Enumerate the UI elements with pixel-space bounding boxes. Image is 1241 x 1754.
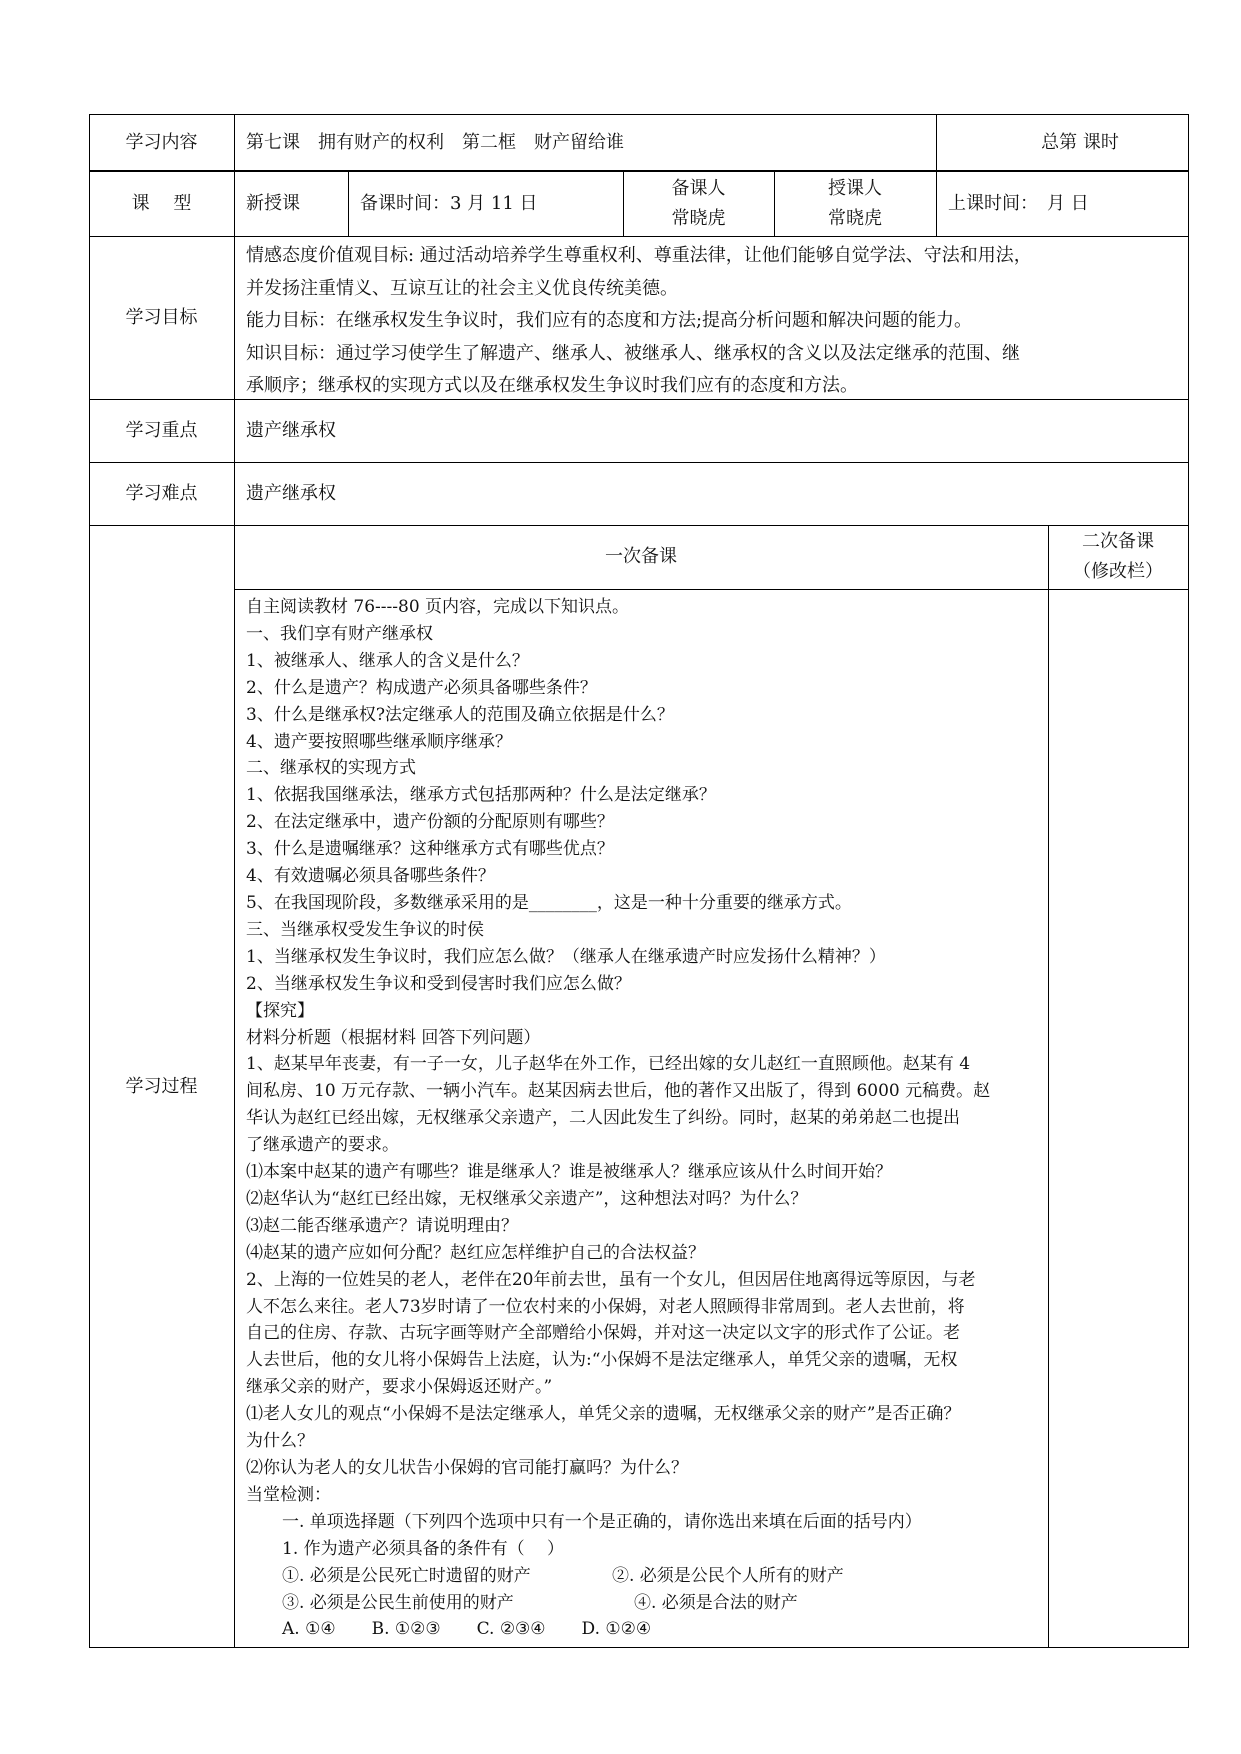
- goals-label: 学习目标: [125, 307, 198, 328]
- process-line: 5、在我国现阶段，多数继承采用的是________，这是一种十分重要的继承方式。: [246, 892, 852, 913]
- row-divider: [89, 236, 1189, 237]
- content-label: 学习内容: [125, 132, 198, 153]
- process-label: 学习过程: [125, 1076, 198, 1097]
- process-line: 自己的住房、存款、古玩字画等财产全部赠给小保姆，并对这一决定以文字的形式作了公证。老: [246, 1323, 960, 1344]
- process-line: ⑴本案中赵某的遗产有哪些？谁是继承人？谁是被继承人？继承应该从什么时间开始？: [246, 1162, 892, 1183]
- process-line: 2、上海的一位姓吴的老人，老伴在20年前去世，虽有一个女儿，但因居住地离得远等原因，与老: [246, 1269, 976, 1290]
- process-line: 1、当继承权发生争议时，我们应怎么做？（继承人在继承遗产时应发扬什么精神？）: [246, 946, 886, 967]
- process-line: 华认为赵红已经出嫁，无权继承父亲遗产，二人因此发生了纠纷。同时，赵某的弟弟赵二也提出: [246, 1108, 960, 1129]
- process-line: ⑴老人女儿的观点“小保姆不是法定继承人，单凭父亲的遗嘱，无权继承父亲的财产”是否正确？: [246, 1404, 961, 1425]
- col-divider: [348, 171, 349, 236]
- process-line: 3、什么是继承权?法定继承人的范围及确立依据是什么？: [246, 704, 674, 725]
- preparer-label: 备课人: [671, 178, 726, 199]
- process-line: ⑵你认为老人的女儿状告小保姆的官司能打赢吗？为什么？: [246, 1458, 688, 1478]
- goal-line: 承顺序；继承权的实现方式以及在继承权发生争议时我们应有的态度和方法。: [246, 375, 858, 396]
- quiz-option: ④. 必须是合法的财产: [634, 1592, 798, 1613]
- process-line: 当堂检测：: [246, 1484, 331, 1505]
- second-prep-header: 二次备课: [1082, 531, 1154, 552]
- quiz-option: ③. 必须是公民生前使用的财产: [282, 1592, 514, 1613]
- quiz-choice-b: B. ①②③: [371, 1619, 441, 1640]
- quiz-option: ②. 必须是公民个人所有的财产: [612, 1565, 844, 1586]
- col-divider: [936, 114, 937, 236]
- process-line: ⑵赵华认为“赵红已经出嫁，无权继承父亲遗产”，这种想法对吗？为什么？: [246, 1188, 808, 1209]
- process-line: 了继承遗产的要求。: [246, 1135, 399, 1156]
- preparer-name: 常晓虎: [671, 208, 726, 229]
- key-point-value: 遗产继承权: [246, 420, 336, 441]
- process-line: 3、什么是遗嘱继承？这种继承方式有哪些优点？: [246, 839, 614, 860]
- process-line: 2、什么是遗产？构成遗产必须具备哪些条件？: [246, 677, 597, 698]
- table-border-bottom: [89, 1647, 1189, 1648]
- process-line: 间私房、10 万元存款、一辆小汽车。赵某因病去世后，他的著作又出版了，得到 6000 元稿费。赵: [246, 1081, 991, 1102]
- row-divider: [89, 462, 1189, 463]
- process-line: ⑶赵二能否继承遗产？请说明理由？: [246, 1215, 518, 1236]
- process-line: 1、赵某早年丧妻，有一子一女，儿子赵华在外工作，已经出嫁的女儿赵红一直照顾他。赵某有 4: [246, 1054, 971, 1075]
- quiz-choice-a: A. ①④: [282, 1619, 336, 1640]
- process-line: 1、依据我国继承法，继承方式包括那两种？什么是法定继承？: [246, 785, 716, 806]
- quiz-choice-c: C. ②③④: [476, 1619, 546, 1640]
- first-prep-header: 一次备课: [605, 546, 677, 567]
- teacher-name: 常晓虎: [828, 208, 882, 229]
- goal-line: 能力目标：在继承权发生争议时，我们应有的态度和方法;提高分析问题和解决问题的能力。: [246, 310, 973, 331]
- process-line: 材料分析题（根据材料 回答下列问题）: [246, 1027, 541, 1048]
- process-line: 2、在法定继承中，遗产份额的分配原则有哪些？: [246, 812, 614, 833]
- quiz-choice-d: D. ①②④: [581, 1619, 652, 1640]
- process-line: 4、有效遗嘱必须具备哪些条件？: [246, 866, 495, 887]
- row-divider: [89, 170, 1189, 172]
- difficulty-label: 学习难点: [125, 483, 198, 504]
- process-line: 【探究】: [246, 1000, 314, 1021]
- table-border-top: [89, 114, 1189, 115]
- lesson-title: 第七课 拥有财产的权利 第二框 财产留给谁: [246, 132, 624, 153]
- table-border-right: [1188, 114, 1189, 1648]
- quiz-options-row: [246, 1590, 990, 1617]
- row-divider: [234, 589, 1189, 590]
- total-lesson: 总第 课时: [1041, 132, 1119, 153]
- teacher-label: 授课人: [828, 178, 882, 199]
- goals-text: [246, 240, 1032, 403]
- process-line: 人不怎么来往。老人73岁时请了一位农村来的小保姆，对老人照顾得非常周到。老人去世前，将: [246, 1296, 965, 1317]
- process-line: 为什么？: [246, 1431, 314, 1452]
- process-line: 1、被继承人、继承人的含义是什么？: [246, 650, 529, 671]
- prep-time: 备课时间：3 月 11 日: [360, 193, 538, 214]
- process-line: 人去世后，他的女儿将小保姆告上法庭，认为:“小保姆不是法定继承人，单凭父亲的遗嘱，无权: [246, 1350, 958, 1371]
- process-line: 继承父亲的财产，要求小保姆返还财产。”: [246, 1377, 553, 1398]
- process-line: ⑷赵某的遗产应如何分配？赵红应怎样维护自己的合法权益？: [246, 1242, 705, 1263]
- difficulty-value: 遗产继承权: [246, 483, 336, 504]
- quiz-option: ①. 必须是公民死亡时遗留的财产: [282, 1565, 531, 1586]
- process-line: 二、继承权的实现方式: [246, 758, 416, 779]
- process-line: 4、遗产要按照哪些继承顺序继承？: [246, 731, 512, 752]
- goal-line: 知识目标：通过学习使学生了解遗产、继承人、被继承人、继承权的含义以及法定继承的范围、继: [246, 342, 1020, 364]
- quiz-section-title: 一. 单项选择题（下列四个选项中只有一个是正确的，请你选出来填在后面的括号内）: [282, 1511, 922, 1532]
- type-value: 新授课: [246, 193, 300, 214]
- goal-line: 并发扬注重情义、互谅互让的社会主义优良传统美德。: [246, 277, 678, 299]
- process-line: 三、当继承权受发生争议的时侯: [246, 919, 484, 940]
- table-border-left: [89, 114, 90, 1648]
- type-label: 课 型: [131, 193, 192, 214]
- goal-line: 情感态度价值观目标: 通过活动培养学生尊重权利、尊重法律，让他们能够自觉学法、守法和用法，: [246, 245, 1032, 266]
- key-point-label: 学习重点: [125, 420, 198, 441]
- quiz-question: 1. 作为遗产必须具备的条件有（ ）: [282, 1538, 565, 1559]
- col-divider: [1048, 525, 1049, 1647]
- process-line: 2、当继承权发生争议和受到侵害时我们应怎么做？: [246, 973, 631, 994]
- quiz-options-row: [246, 1563, 990, 1590]
- quiz-choices-row: [246, 1616, 990, 1643]
- process-content: [246, 594, 990, 1643]
- process-line: 自主阅读教材 76----80 页内容，完成以下知识点。: [246, 597, 630, 617]
- col-divider: [234, 114, 235, 1648]
- row-divider: [89, 525, 1189, 526]
- class-time: 上课时间： 月 日: [948, 193, 1089, 214]
- second-prep-subheader: （修改栏）: [1073, 561, 1163, 582]
- process-line: 一、我们享有财产继承权: [246, 623, 433, 644]
